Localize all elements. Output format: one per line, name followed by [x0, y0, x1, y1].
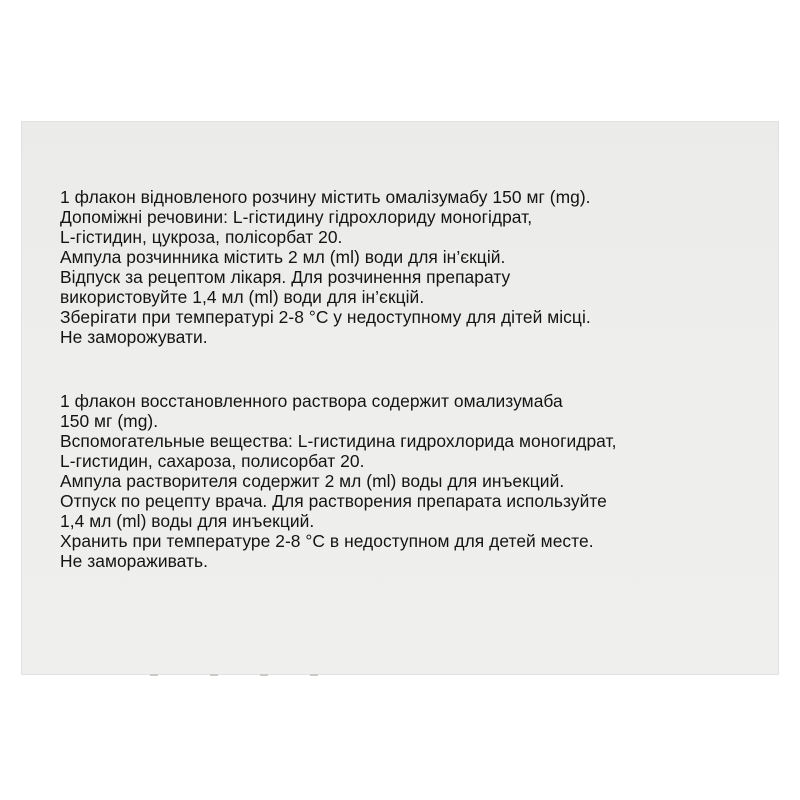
ukrainian-text-block — [60, 187, 760, 347]
ua-line: 1 флакон відновленого розчину містить омалізумабу 150 мг (mg). — [60, 187, 591, 207]
ru-line: Вспомогательные вещества: L-гистидина гидрохлорида моногидрат, — [60, 431, 617, 451]
ua-line: використовуйте 1,4 мл (ml) води для ін’єкцій. — [60, 287, 425, 307]
ru-line: Отпуск по рецепту врача. Для растворения препарата используйте — [60, 491, 607, 511]
ru-line: 1,4 мл (ml) воды для инъекций. — [60, 511, 315, 531]
ua-line: Відпуск за рецептом лікаря. Для розчинення препарату — [60, 267, 511, 287]
ru-line: 1 флакон восстановленного раствора содержит омализумаба — [60, 391, 563, 411]
edge-mark — [260, 674, 268, 676]
ru-line: Ампула растворителя содержит 2 мл (ml) воды для инъекций. — [60, 471, 565, 491]
ru-line: Не замораживать. — [60, 551, 209, 571]
ua-line: Допоміжні речовини: L-гістидину гідрохлориду моногідрат, — [60, 207, 533, 227]
card-edge-marks — [150, 674, 550, 678]
edge-mark — [310, 674, 318, 676]
ua-line: Ампула розчинника містить 2 мл (ml) води для ін’єкцій. — [60, 247, 506, 267]
edge-mark — [150, 674, 158, 676]
ru-line: 150 мг (mg). — [60, 411, 159, 431]
ua-line: Зберігати при температурі 2-8 °С у недоступному для дітей місці. — [60, 307, 591, 327]
ua-line: L-гістидин, цукроза, полісорбат 20. — [60, 227, 343, 247]
ua-line: Не заморожувати. — [60, 327, 208, 347]
edge-mark — [210, 674, 218, 676]
russian-text-block — [60, 391, 760, 571]
ru-line: L-гистидин, сахароза, полисорбат 20. — [60, 451, 365, 471]
ru-line: Хранить при температуре 2-8 °С в недоступном для детей месте. — [60, 531, 594, 551]
